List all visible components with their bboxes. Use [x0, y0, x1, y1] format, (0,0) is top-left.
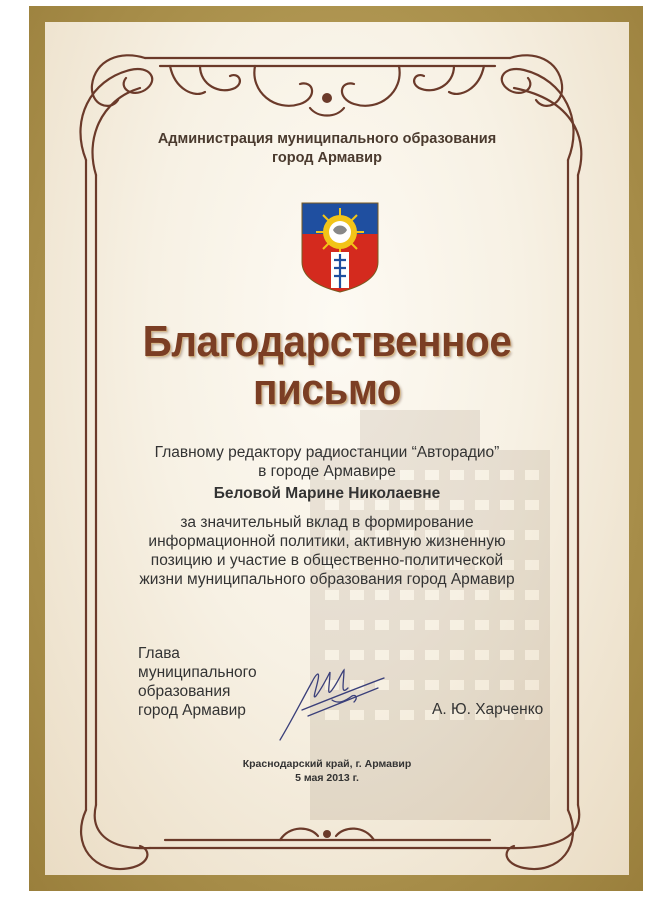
handwritten-signature: [272, 660, 390, 742]
date-line: 5 мая 2013 г.: [295, 772, 359, 784]
recipient-line-1: Главному редактору радиостанции “Авторадио”: [154, 444, 500, 461]
issuer-header: [0, 130, 654, 168]
signatory-name: А. Ю. Харченко: [432, 701, 544, 718]
title-line-2: письмо: [252, 365, 402, 414]
reason-line-1: за значительный вклад в формирование: [180, 514, 474, 531]
reason-line-2: информационной политики, активную жизненную: [148, 533, 506, 550]
signatory-line-3: образования: [138, 683, 231, 700]
place-and-date: [0, 757, 654, 785]
reason-line-3: позицию и участие в общественно-политической: [150, 552, 504, 569]
issuer-line-1: Администрация муниципального образования: [157, 131, 497, 147]
signatory-line-2: муниципального: [138, 664, 257, 681]
document-title: [26, 318, 628, 414]
place-line: Краснодарский край, г. Армавир: [242, 758, 412, 770]
issuer-line-2: город Армавир: [272, 150, 382, 166]
reason-line-4: жизни муниципального образования город Армавир: [139, 571, 515, 588]
recipient-name: Беловой Марине Николаевне: [213, 485, 441, 502]
signatory-line-1: Глава: [138, 645, 180, 662]
title-line-1: Благодарственное: [142, 317, 512, 366]
award-reason: [0, 513, 654, 589]
recipient-line-2: в городе Армавире: [258, 463, 396, 480]
signatory-line-4: город Армавир: [138, 702, 246, 719]
recipient-position: [0, 443, 654, 481]
armavir-coat-of-arms-icon: [301, 202, 379, 293]
signatory-title: [138, 644, 257, 720]
